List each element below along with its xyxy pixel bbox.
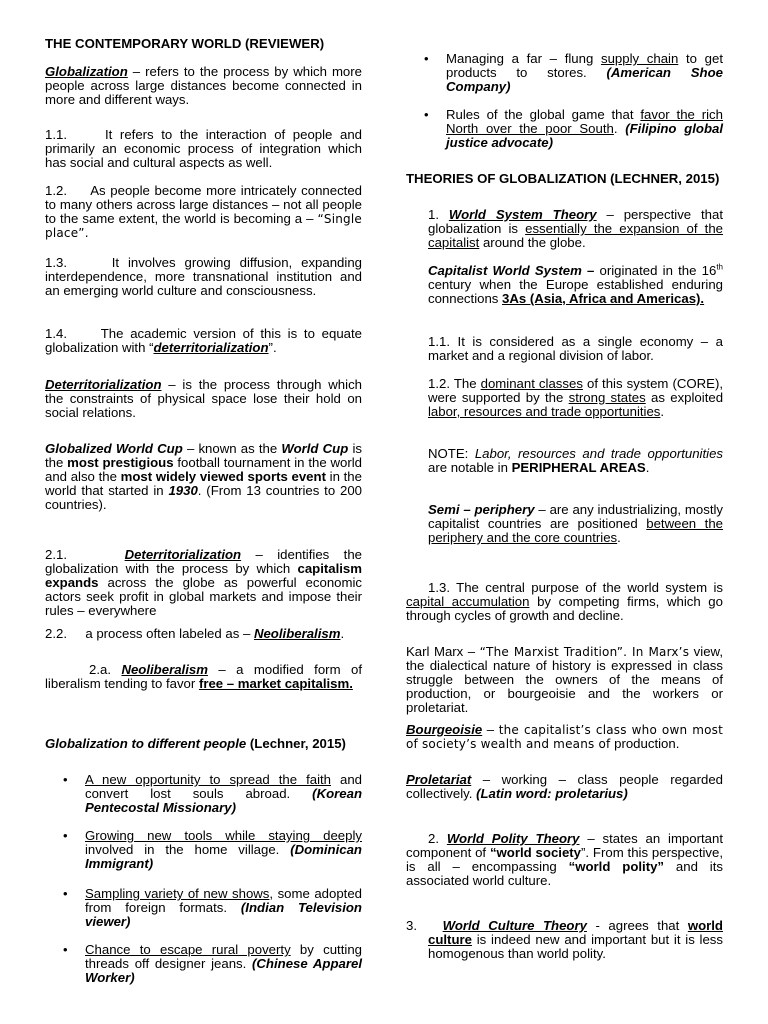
world-system-theory	[428, 208, 723, 250]
superscript: th	[716, 262, 723, 272]
year: 1930	[168, 483, 198, 498]
text: across the globe as powerful economic actors seek profit in global markets and impose their rules – everywhere	[45, 575, 362, 618]
text: football tournament in the world and also the	[45, 455, 362, 484]
point-1-2	[428, 377, 723, 419]
bullet-item	[45, 943, 362, 985]
source: (Latin word: proletarius)	[476, 786, 628, 801]
source: (Chinese Apparel Worker)	[85, 956, 363, 985]
point-1-3	[45, 256, 362, 298]
text: is the	[45, 441, 362, 470]
text: by cutting threads off designer jeans.	[85, 942, 362, 971]
text: – are any industrializing, mostly capitalist countries are positioned	[428, 502, 724, 531]
text: . (From 13 countries to 200 countries).	[45, 483, 362, 512]
term: deterritorialization	[153, 340, 269, 355]
text: , some adopted from foreign formats.	[85, 886, 362, 915]
term: Bourgeoisie	[406, 722, 483, 737]
world-cup-paragraph	[45, 442, 362, 512]
source: (Filipino global justice advocate)	[446, 121, 724, 150]
text: – states an important component of	[406, 831, 723, 860]
source: (Dominican Immigrant)	[85, 842, 362, 871]
text: –	[482, 722, 499, 737]
note	[428, 447, 723, 475]
bullet-item	[45, 773, 362, 815]
number: 1.1.	[428, 334, 450, 349]
underlined-text: Sampling variety of new shows	[85, 886, 270, 901]
emphasis: most prestigious	[67, 455, 174, 470]
underlined-text: A new opportunity to spread the faith	[85, 772, 331, 787]
term: Neoliberalism	[253, 626, 341, 641]
text: It involves growing diffusion, expanding interdependence, more transnational institution and an emerging world culture and consciousness.	[45, 255, 362, 298]
point-1-1	[45, 128, 362, 170]
text: view, the dialectical nature of history is expressed in class struggle between the owners of the means of production, or bourgeoisie and the workers or proletariat.	[406, 644, 723, 715]
text: – refers to the process by which more people across large distances become connected in more and different ways.	[45, 64, 362, 107]
number: 2.a.	[89, 662, 111, 677]
text: The	[453, 376, 481, 391]
number: 3.	[406, 918, 417, 933]
source: (Indian Television viewer)	[85, 900, 362, 929]
number: 1.	[428, 207, 439, 222]
text: of this system (CORE), were supported by the	[428, 376, 723, 405]
term: Proletariat	[406, 772, 472, 787]
underlined-text: essentially the expansion of the capitalist	[428, 221, 723, 250]
text: The central purpose of the world system is	[456, 580, 723, 595]
text: are notable in	[428, 460, 512, 475]
number: 1.3.	[428, 580, 450, 595]
number: 1.3.	[45, 255, 67, 270]
number: 2.	[428, 831, 439, 846]
text: ”.	[268, 340, 277, 355]
emphasis: 3As (Asia, Africa and Americas).	[502, 291, 705, 306]
underlined-text: supply chain	[600, 51, 679, 66]
text: .	[617, 530, 621, 545]
source: (Korean Pentecostal Missionary)	[85, 786, 362, 815]
emphasis: “world society	[489, 845, 582, 860]
text: originated in the 16	[594, 263, 717, 278]
text: As people become more intricately connected to many others across large distances – not all people to the same extent, the world is becoming a –	[45, 183, 362, 226]
term: Deterritorialization	[45, 377, 162, 392]
emphasis: “world polity”	[568, 859, 665, 874]
point-1-3	[406, 581, 723, 623]
emphasis: PERIPHERAL AREAS	[511, 460, 646, 475]
text: as exploited	[645, 390, 724, 405]
bullet-item	[406, 108, 723, 150]
heading-source: (Lechner, 2015)	[246, 736, 346, 751]
point-1-2	[45, 184, 362, 240]
term: Semi – periphery	[428, 502, 535, 517]
semi-periphery-definition	[428, 503, 723, 545]
text: ”. From this perspective, is all – encompassing	[406, 845, 724, 874]
text: century when the Europe established enduring connections	[428, 277, 723, 306]
text: .	[660, 404, 665, 419]
text: around the globe.	[479, 235, 586, 250]
text: and convert lost souls abroad.	[85, 772, 362, 801]
underlined-text: favor the rich North over the poor South	[446, 107, 723, 136]
text: by competing firms, which go through cycles of growth and decline.	[406, 594, 723, 623]
bullet-item	[45, 887, 362, 929]
term: World System Theory	[448, 207, 597, 222]
point-1-1	[428, 335, 723, 363]
underlined-text: Chance to escape rural poverty	[85, 942, 291, 957]
emphasis: World Cup	[281, 441, 349, 456]
quote: “The Marxist Tradition”. In Marx’s	[479, 645, 690, 659]
underlined-text: between the periphery and the core countries	[428, 516, 724, 545]
different-people-heading	[45, 737, 362, 751]
text: - agrees that	[586, 918, 688, 933]
term: World Culture Theory	[442, 918, 587, 933]
text: production.	[610, 736, 680, 751]
deterritorialization-definition	[45, 378, 362, 420]
text: – perspective that globalization is	[428, 207, 724, 236]
text: a process often labeled as –	[85, 626, 254, 641]
note-label: NOTE:	[428, 446, 475, 461]
point-2-1	[45, 548, 362, 618]
text: .	[613, 121, 626, 136]
text: It refers to the interaction of people and primarily an economic process of integration which has social and cultural aspects as well.	[45, 127, 362, 170]
term: Capitalist World System –	[428, 263, 595, 278]
text: is indeed new and important but it is less homogenous than world polity.	[428, 932, 723, 961]
number: 1.2.	[45, 183, 67, 198]
underlined-text: strong states	[568, 390, 646, 405]
source: (American Shoe Company)	[446, 65, 723, 94]
point-1-4	[45, 327, 362, 355]
underlined-text: Growing new tools while staying deeply	[85, 828, 362, 843]
number: 2.2.	[45, 626, 67, 641]
text: the capitalist’s class who own most of society’s wealth and means of	[406, 723, 724, 751]
proletariat-definition	[406, 773, 723, 801]
bourgeoisie-definition	[406, 723, 723, 751]
term: Deterritorialization	[124, 547, 242, 562]
text: involved in the home village.	[85, 842, 291, 857]
number: 2.1.	[45, 547, 67, 562]
quote: “Single place”.	[45, 212, 362, 240]
emphasis: most widely viewed sports event	[120, 469, 326, 484]
globalization-definition	[45, 65, 362, 107]
text: in the world that started in	[45, 469, 362, 498]
text: – a modified form of liberalism tending to favor	[45, 662, 362, 691]
text: Managing a far – flung	[446, 51, 601, 66]
term: World Polity Theory	[446, 831, 580, 846]
underlined-text: labor, resources and trade opportunities	[428, 404, 661, 419]
text: Rules of the global game that	[446, 107, 641, 122]
bullet-item	[406, 52, 723, 94]
text: – identifies the globalization with the process by which	[45, 547, 362, 576]
heading-text: Globalization to different people	[45, 736, 247, 751]
bullet-item	[45, 829, 362, 871]
term: Neoliberalism	[121, 662, 208, 677]
emphasis: capitalism expands	[45, 561, 362, 590]
underlined-text: capital accumulation	[406, 594, 530, 609]
text: – working – class people regarded collectively.	[406, 772, 723, 801]
text: The academic version of this is to equate globalization with “	[45, 326, 362, 355]
text: .	[340, 626, 345, 641]
underlined-text: dominant classes	[480, 376, 583, 391]
text: .	[645, 460, 650, 475]
number: 1.4.	[45, 326, 67, 341]
term: Globalization	[45, 64, 128, 79]
text: It is considered as a single economy – a market and a regional division of labor.	[428, 334, 723, 363]
world-culture-theory	[406, 919, 723, 961]
underlined-text: world culture	[428, 918, 723, 947]
text: Karl Marx –	[406, 644, 480, 659]
number: 1.2.	[428, 376, 450, 391]
text: and its associated world culture.	[406, 859, 723, 888]
capitalist-world-system	[428, 264, 723, 306]
world-polity-theory	[406, 832, 723, 888]
point-2-a	[45, 663, 362, 691]
emphasis: free – market capitalism.	[198, 676, 353, 691]
italic-text: Labor, resources and trade opportunities	[474, 446, 723, 461]
karl-marx-paragraph	[406, 645, 723, 715]
term: Globalized World Cup	[45, 441, 183, 456]
point-2-2	[45, 627, 362, 641]
text: to get products to stores.	[446, 51, 723, 80]
text: – known as the	[182, 441, 282, 456]
number: 1.1.	[45, 127, 67, 142]
theories-heading: THEORIES OF GLOBALIZATION (LECHNER, 2015)	[406, 171, 720, 186]
text: – is the process through which the constraints of physical space lose their hold on social relations.	[45, 377, 362, 420]
document-title: THE CONTEMPORARY WORLD (REVIEWER)	[45, 36, 325, 51]
